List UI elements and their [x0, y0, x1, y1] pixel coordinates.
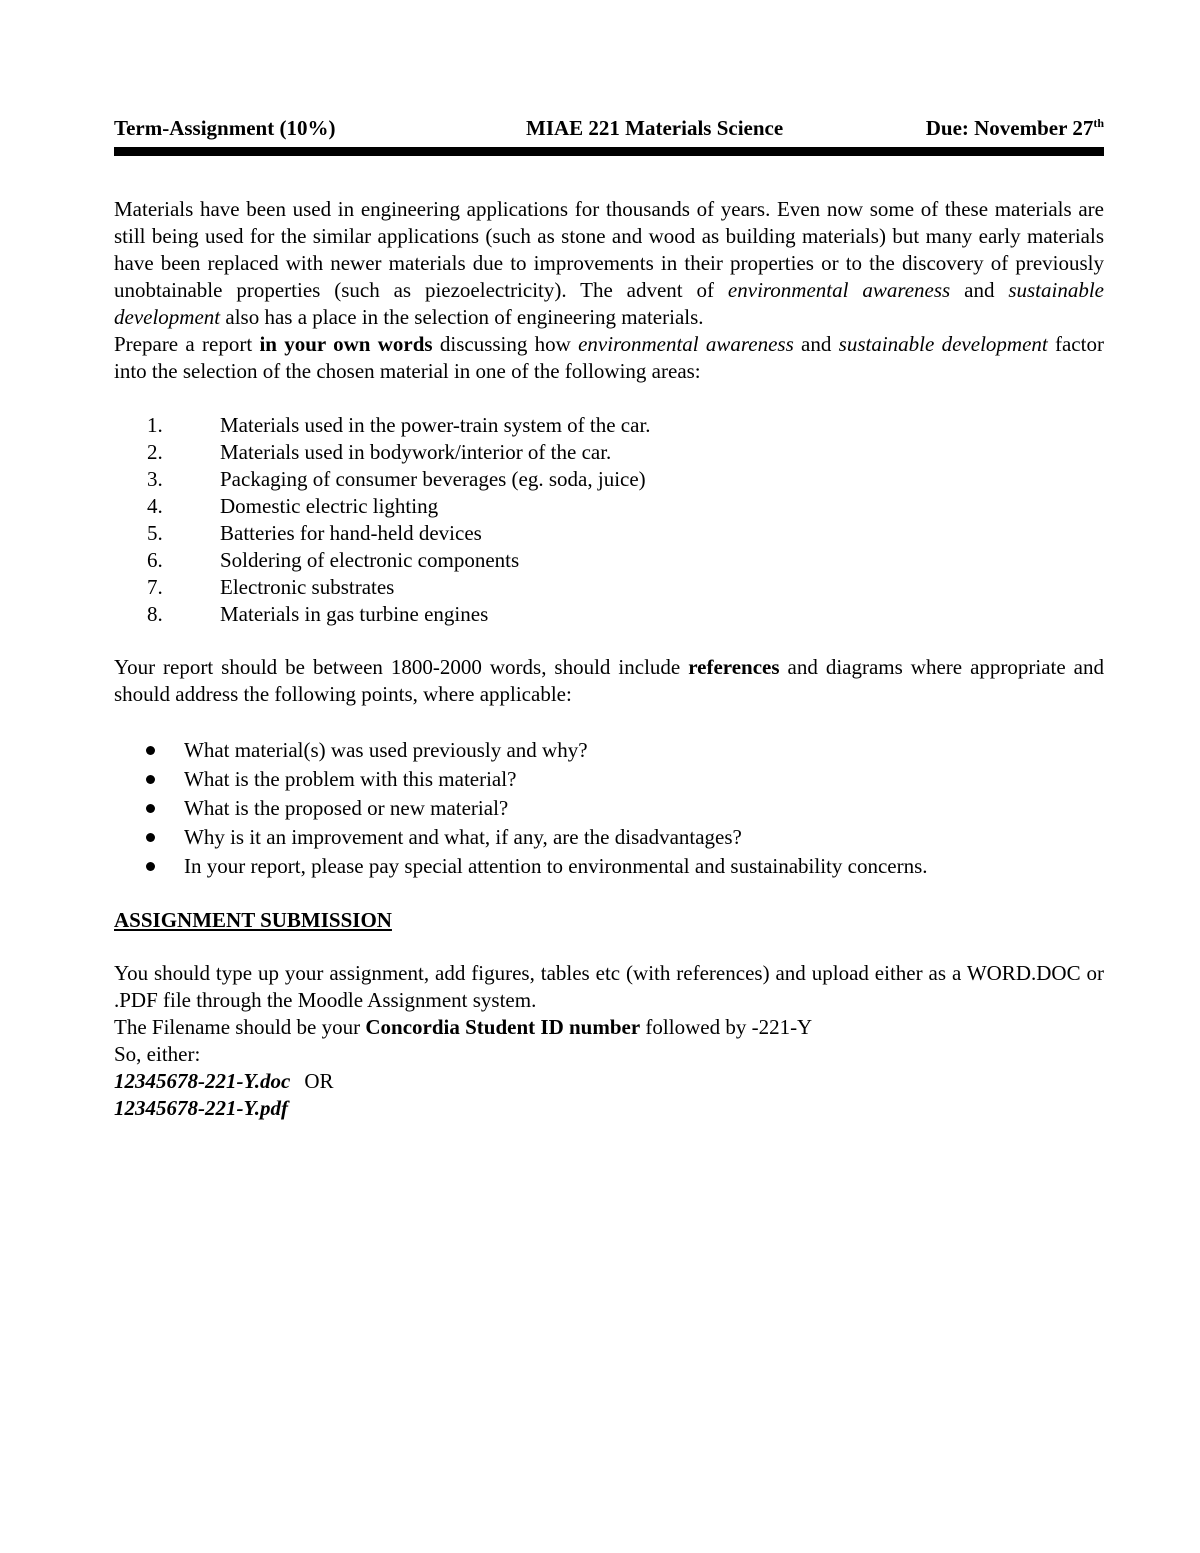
intro-emphasis-2: sustainable development: [114, 278, 1104, 329]
prepare-emphasis-2: sustainable development: [838, 332, 1048, 356]
list-item: [114, 794, 1104, 823]
submission-heading: ASSIGNMENT SUBMISSION: [114, 908, 392, 932]
list-item-number: 2.: [147, 440, 163, 464]
intro-emphasis-1: environmental awareness: [727, 278, 951, 302]
list-item-text: Soldering of electronic components: [220, 548, 520, 572]
list-item: [114, 736, 1104, 765]
list-item-number: 7.: [147, 575, 163, 599]
list-item: [114, 412, 1104, 439]
page-header: [114, 110, 1104, 144]
list-item-text: In your report, please pay special attention to environmental and sustainability concerns.: [184, 854, 928, 878]
prepare-paragraph: [114, 331, 1104, 385]
list-item-number: 1.: [147, 413, 163, 437]
list-item-number: 3.: [147, 467, 163, 491]
list-item-text: What material(s) was used previously and why?: [184, 738, 588, 762]
list-item: [114, 466, 1104, 493]
list-item: [114, 852, 1104, 881]
list-item-text: Materials used in bodywork/interior of the car.: [220, 440, 612, 464]
list-item-text: Batteries for hand-held devices: [220, 521, 482, 545]
list-item-number: 6.: [147, 548, 163, 572]
prepare-bold-own-words: in your own words: [252, 332, 433, 356]
prepare-text-4: factor into the selection of the chosen material in one of the following areas:: [114, 332, 1104, 383]
prepare-emphasis-1: environmental awareness: [578, 332, 794, 356]
filename-instructions: [114, 1014, 1104, 1041]
list-item: [114, 765, 1104, 794]
due-date-suffix: th: [1093, 116, 1104, 130]
prepare-text-2: discussing how: [432, 332, 579, 356]
report-bold-references: references: [688, 655, 780, 679]
list-item-text: What is the proposed or new material?: [184, 796, 509, 820]
list-item-text: Materials in gas turbine engines: [220, 602, 489, 626]
list-item: [114, 520, 1104, 547]
prepare-text-3: and: [793, 332, 839, 356]
list-item: [114, 574, 1104, 601]
due-date-text: Due: November 27: [925, 116, 1094, 140]
list-item: [114, 823, 1104, 852]
header-due-date: [926, 116, 1104, 141]
filename-text-pre: The Filename should be your: [114, 1015, 366, 1039]
prepare-text-1: Prepare a: [114, 332, 203, 356]
list-item: [114, 439, 1104, 466]
intro-text-3: also has a place in the selection of engineering materials.: [220, 305, 704, 329]
example-doc-line: [114, 1068, 1104, 1095]
prepare-text-report: report: [202, 332, 253, 356]
points-list: [114, 736, 1104, 881]
example-pdf-filename: 12345678-221-Y.pdf: [114, 1096, 288, 1120]
submission-instructions: You should type up your assignment, add figures, tables etc (with references) and upload either as a WORD.DOC or .PDF file through the Moodle Assignment system.: [114, 961, 1104, 1012]
bullet-icon: [146, 746, 155, 755]
list-item-number: 8.: [147, 602, 163, 626]
list-item-text: Domestic electric lighting: [220, 494, 439, 518]
intro-text-2: and: [950, 278, 1009, 302]
example-pdf-line: [114, 1095, 1104, 1122]
bullet-icon: [146, 775, 155, 784]
report-requirements-paragraph: [114, 654, 1104, 708]
bullet-icon: [146, 804, 155, 813]
list-item-number: 4.: [147, 494, 163, 518]
header-course-name: MIAE 221 Materials Science: [526, 116, 784, 140]
list-item-text: What is the problem with this material?: [184, 767, 517, 791]
list-item: [114, 547, 1104, 574]
report-text-1: Your report should be between 1800-2000 words, should include: [114, 655, 689, 679]
intro-paragraph: [114, 196, 1104, 331]
list-item: [114, 493, 1104, 520]
so-either-line: So, either:: [114, 1042, 201, 1066]
list-item-number: 5.: [147, 521, 163, 545]
report-text-2: and diagrams where appropriate and should address the following points, where applicable:: [114, 655, 1104, 706]
or-text: OR: [304, 1069, 334, 1093]
header-divider: [114, 147, 1104, 156]
list-item-text: Packaging of consumer beverages (eg. soda, juice): [220, 467, 646, 491]
list-item: [114, 601, 1104, 628]
intro-text-1: Materials have been used in engineering applications for thousands of years. Even now some of these materials are still being used for the similar applications (such as stone and wood as building materials) but many early materials have been replaced with newer materials due to improvements in their properties or to the discovery of previously unobtainable properties (such as piezoelectricity). The advent of: [114, 197, 1104, 302]
bullet-icon: [146, 862, 155, 871]
list-item-text: Why is it an improvement and what, if any, are the disadvantages?: [184, 825, 742, 849]
header-assignment-title: Term-Assignment (10%): [114, 116, 336, 140]
bullet-icon: [146, 833, 155, 842]
document-content: [114, 110, 1104, 1122]
filename-bold-student-id: Concordia Student ID number: [365, 1015, 641, 1039]
areas-list: [114, 412, 1104, 628]
list-item-text: Electronic substrates: [220, 575, 395, 599]
list-item-text: Materials used in the power-train system of the car.: [220, 413, 651, 437]
filename-text-post: followed by -221-Y: [640, 1015, 813, 1039]
example-doc-filename: 12345678-221-Y.doc: [114, 1069, 291, 1093]
